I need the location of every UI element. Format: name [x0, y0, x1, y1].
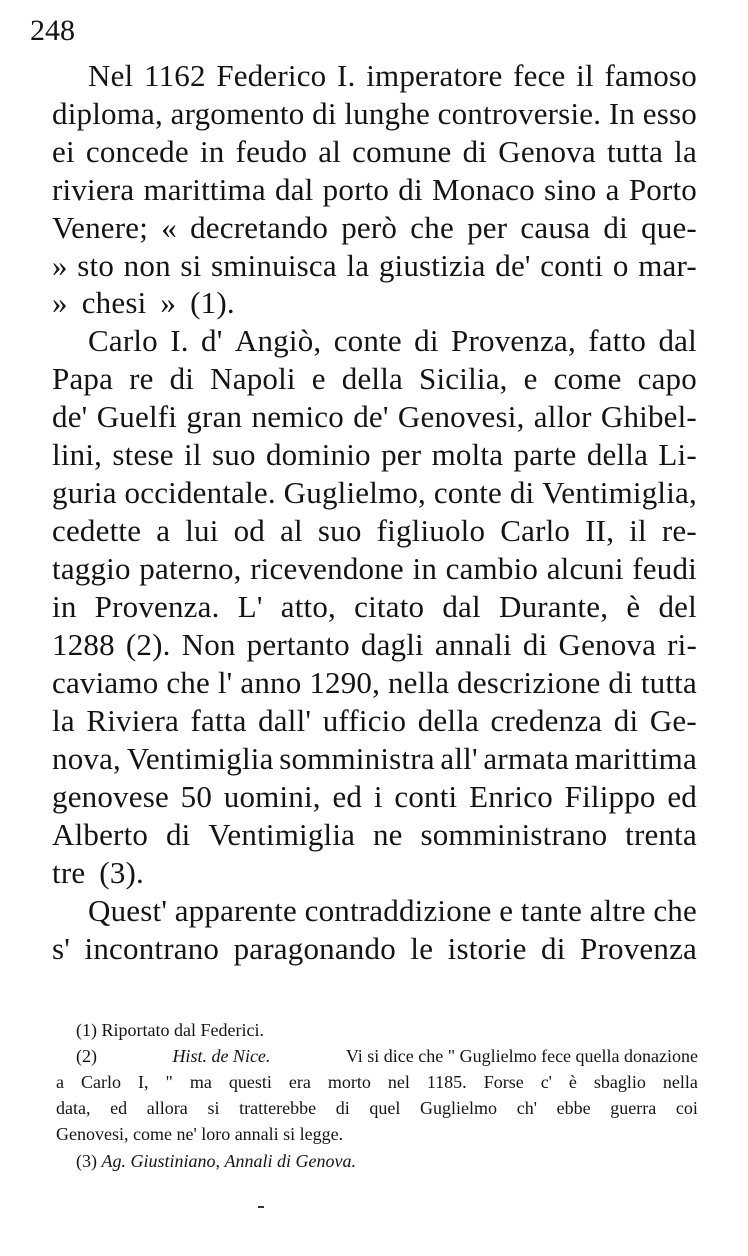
- text-line: » sto non si sminuisca la giustizia de' conti o mar-: [52, 248, 697, 283]
- footnote-3-title: Annali di Genova.: [224, 1151, 356, 1171]
- text-line: riviera marittima dal porto di Monaco sino a Porto: [52, 172, 697, 207]
- text-line: Nel 1162 Federico I. imperatore fece il famoso: [88, 58, 697, 93]
- text-line: in Provenza. L' atto, citato dal Durante, è del: [52, 589, 697, 624]
- footnote-3-author: Ag. Giustiniano: [101, 1151, 216, 1171]
- footnote-2-line: Genovesi, come ne' loro annali si legge.: [56, 1124, 344, 1144]
- text-line: caviamo che l' anno 1290, nella descrizione di tutta: [52, 665, 697, 700]
- text-line: » chesi » (1).: [52, 285, 235, 320]
- footnote-2-line: data, ed allora si tratterebbe di quel Guglielmo ch' ebbe guerra coi: [56, 1098, 698, 1118]
- page-number: 248: [30, 14, 75, 47]
- footnote-3-separator: ,: [215, 1151, 225, 1171]
- text-line: s' incontrano paragonando le istorie di Provenza: [52, 931, 697, 966]
- footnote-2-line: [76, 1045, 698, 1067]
- text-line: Alberto di Ventimiglia ne somministrano trenta: [52, 817, 697, 852]
- text-line: tre (3).: [52, 855, 144, 890]
- text-line: de' Guelfi gran nemico de' Genovesi, allor Ghibel-: [52, 399, 697, 434]
- text-line: la Riviera fatta dall' ufficio della credenza di Ge-: [52, 703, 697, 738]
- text-line: taggio paterno, ricevendone in cambio alcuni feudi: [52, 551, 697, 586]
- text-line: Quest' apparente contraddizione e tante altre che: [88, 893, 697, 928]
- text-line: guria occidentale. Guglielmo, conte di Ventimiglia,: [52, 475, 697, 510]
- footnote-2-number: (2): [76, 1046, 97, 1066]
- ink-speck: [258, 1206, 264, 1208]
- text-line: 1288 (2). Non pertanto dagli annali di Genova ri-: [52, 627, 697, 662]
- text-line: ei concede in feudo al comune di Genova tutta la: [52, 134, 697, 169]
- text-line: Venere; « decretando però che per causa di que-: [52, 210, 697, 245]
- footnote-3-number: (3): [76, 1151, 97, 1171]
- footnote-2-line: a Carlo I, " ma questi era morto nel 1185. Forse c' è sbaglio nella: [56, 1072, 698, 1092]
- text-line: diploma, argomento di lunghe controversie. In esso: [52, 96, 697, 131]
- text-line: genovese 50 uomini, ed i conti Enrico Filippo ed: [52, 779, 697, 814]
- text-line: lini, stese il suo dominio per molta parte della Li-: [52, 437, 697, 472]
- text-line: Carlo I. d' Angiò, conte di Provenza, fatto dal: [88, 323, 697, 358]
- footnote-1: (1) Riportato dal Federici.: [76, 1020, 264, 1040]
- text-line: Papa re di Napoli e della Sicilia, e come capo: [52, 361, 697, 396]
- footnote-3: [76, 1150, 356, 1172]
- text-line: nova, Ventimiglia somministra all' armata marittima: [52, 741, 697, 776]
- footnote-2-text: Vi si dice che " Guglielmo fece quella donazione: [345, 1046, 698, 1066]
- footnote-2-source: Hist. de Nice.: [172, 1046, 271, 1066]
- text-line: cedette a lui od al suo figliuolo Carlo II, il re-: [52, 513, 697, 548]
